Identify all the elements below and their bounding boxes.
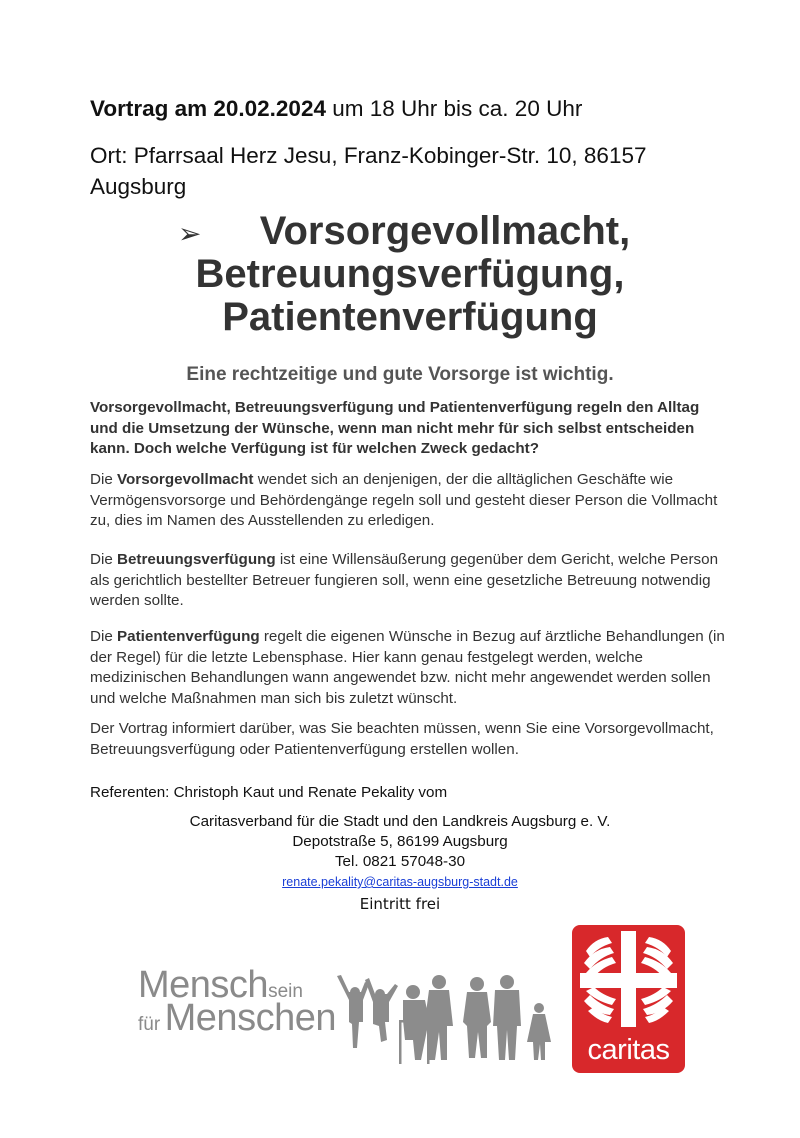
paragraph-text: regelt die eigenen Wünsche in Bezug auf ärztliche Behandlungen (in der Regel) für die letzte Lebensphase. Hier kann genau festgelegt werden, welche medizinischen Behandlungen wann angewendet bzw. nicht mehr angewendet werden sollen und welche Maßnahmen man sich bis zuletzt wünscht. [90, 628, 725, 707]
slogan-sein: sein [268, 981, 303, 1002]
paragraph-prefix: Die [90, 628, 118, 645]
email-link[interactable]: renate.pekality@caritas-augsburg-stadt.de [282, 875, 518, 889]
slogan-mensch: Mensch [138, 964, 269, 1006]
event-date-line [90, 96, 582, 122]
intro-paragraph: Vorsorgevollmacht, Betreuungsverfügung und Patientenverfügung regeln den Alltag und die Umsetzung der Wünsche, wenn man nicht mehr für sich selbst entscheiden kann. Doch welche Verfügung ist für welchen Zweck gedacht? [90, 399, 700, 457]
organization-phone: Tel. 0821 57048-30 [334, 853, 466, 870]
organization-contact [100, 812, 700, 915]
caritas-wordmark: caritas [587, 1034, 670, 1066]
slogan-menschen: Menschen [164, 997, 336, 1039]
arrow-bullet-icon: ➢ [178, 218, 202, 249]
title-line-2: Betreuungsverfügung, [195, 252, 625, 296]
organization-name: Caritasverband für die Stadt und den Landkreis Augsburg e. V. [189, 813, 611, 830]
event-date: Vortrag am 20.02.2024 [90, 96, 326, 121]
slogan-fuer: für [138, 1014, 161, 1035]
paragraph-vorsorgevollmacht [90, 470, 730, 532]
paragraph-text: wendet sich an denjenigen, der die alltäglichen Geschäfte wie Vermögensvorsorge und Behördengänge regeln soll und gesteht dieser Person die Vollmacht zu, dies im Namen des Ausstellenden zu erledigen. [90, 471, 718, 529]
closing-paragraph: Der Vortrag informiert darüber, was Sie beachten müssen, wenn Sie eine Vorsorgevollmacht, Betreuungsverfügung oder Patientenverfügung erstellen wollen. [90, 720, 714, 758]
subtitle: Eine rechtzeitige und gute Vorsorge ist wichtig. [186, 364, 614, 385]
caritas-flame-cross-icon [572, 925, 685, 1030]
paragraph-patientenverfuegung [90, 627, 730, 709]
mensch-sein-logo [138, 964, 336, 1039]
paragraph-prefix: Die [90, 551, 118, 568]
title-line-1: Vorsorgevollmacht, [259, 209, 631, 253]
caritas-logo [572, 925, 685, 1073]
paragraph-prefix: Die [90, 471, 118, 488]
paragraph-text: ist eine Willensäußerung gegenüber dem Gericht, welche Person als gerichtlich bestellter Betreuer fungieren soll, wenn eine gesetzliche Betreuung notwendig werden sollte. [90, 551, 719, 609]
paragraph-term: Patientenverfügung [117, 628, 260, 645]
event-time: um 18 Uhr bis ca. 20 Uhr [325, 96, 583, 121]
organization-address: Depotstraße 5, 86199 Augsburg [292, 833, 508, 850]
paragraph-betreuungsverfuegung [90, 550, 730, 612]
page-title [100, 210, 720, 339]
title-line-3: Patientenverfügung [222, 295, 598, 339]
admission-note: Eintritt frei [359, 895, 441, 913]
paragraph-term: Vorsorgevollmacht [117, 471, 254, 488]
people-silhouettes-icon [335, 970, 555, 1066]
speakers: Referenten: Christoph Kaut und Renate Pekality vom [90, 784, 448, 801]
paragraph-term: Betreuungsverfügung [117, 551, 276, 568]
event-location: Ort: Pfarrsaal Herz Jesu, Franz-Kobinger-Str. 10, 86157 Augsburg [90, 143, 647, 199]
